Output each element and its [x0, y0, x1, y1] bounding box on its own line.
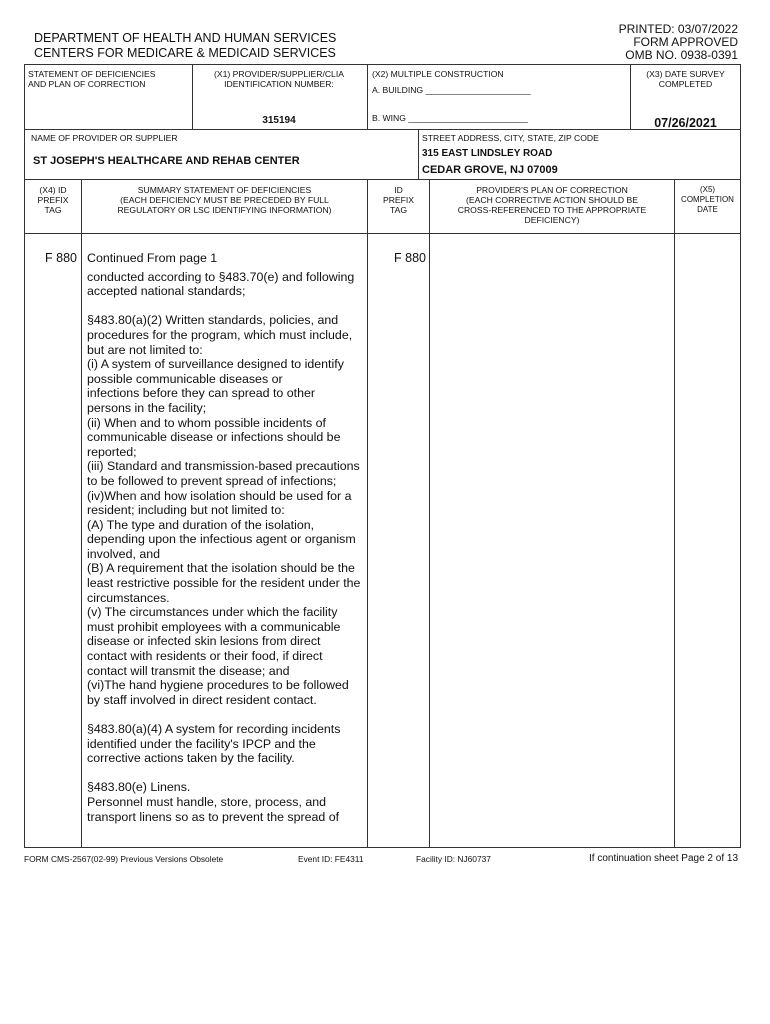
text-line: (B) A requirement that the isolation should be the	[87, 561, 355, 576]
x5-header-2: COMPLETION	[681, 195, 734, 204]
text-line: reported;	[87, 444, 137, 459]
text-line: (vi)The hand hygiene procedures to be followed	[87, 678, 349, 693]
facility-id: Facility ID: NJ60737	[416, 854, 491, 864]
paragraph-spacer	[87, 766, 365, 781]
text-line: (iv)When and how isolation should be used for a	[87, 488, 352, 503]
text-line: possible communicable diseases or	[87, 371, 283, 386]
x4-header	[25, 185, 81, 215]
frame-bottom	[24, 847, 741, 848]
text-line: circumstances.	[87, 590, 170, 605]
text-line: but are not limited to:	[87, 342, 203, 357]
text-line: infections before they can spread to other	[87, 386, 315, 401]
text-line: must prohibit employees with a communicable	[87, 619, 341, 634]
text-line: persons in the facility;	[87, 400, 207, 415]
text-line: corrective actions taken by the facility.	[87, 751, 295, 766]
text-line: involved, and	[87, 546, 161, 561]
text-line: (v) The circumstances under which the facility	[87, 605, 338, 620]
x3-label	[631, 69, 740, 89]
page-number: If continuation sheet Page 2 of 13	[589, 853, 738, 864]
summary-header-3: REGULATORY OR LSC IDENTIFYING INFORMATION)	[117, 205, 332, 215]
col-line-3	[429, 179, 430, 847]
print-info	[619, 23, 738, 62]
x4-header-3: TAG	[44, 205, 62, 215]
plan-header-2: (EACH CORRECTIVE ACTION SHOULD BE	[466, 195, 638, 205]
plan-header	[430, 185, 674, 225]
x3-label-2: COMPLETED	[658, 79, 713, 89]
centers-name: CENTERS FOR MEDICARE & MEDICAID SERVICES	[34, 46, 336, 60]
agency-header	[34, 31, 336, 61]
statement-label	[28, 69, 155, 89]
text-line: accepted national standards;	[87, 284, 246, 299]
frame-right	[740, 64, 741, 847]
form-approved: FORM APPROVED	[633, 35, 738, 49]
tag-right: F 880	[394, 251, 426, 265]
id-header-2: PREFIX	[382, 195, 415, 205]
wing-label: B. WING _________________________	[372, 113, 528, 123]
text-line: (ii) When and to whom possible incidents of	[87, 415, 326, 430]
x4-header-2: PREFIX	[37, 195, 69, 205]
building-label: A. BUILDING ______________________	[372, 85, 531, 95]
col-line-4	[674, 179, 675, 847]
text-line: Continued From page 1	[87, 251, 218, 265]
text-line: (A) The type and duration of the isolation,	[87, 517, 315, 532]
tag-left: F 880	[45, 251, 77, 265]
text-line: to be followed to prevent spread of infections;	[87, 473, 337, 488]
provider-label: NAME OF PROVIDER OR SUPPLIER	[31, 133, 178, 143]
statement-label-1: STATEMENT OF DEFICIENCIES	[28, 69, 156, 79]
id-header-3: TAG	[389, 205, 408, 215]
divider-address	[418, 129, 419, 179]
printed-date: PRINTED: 03/07/2022	[618, 22, 738, 36]
text-line: Personnel must handle, store, process, and	[87, 794, 326, 809]
text-line: least restrictive possible for the resident under the	[87, 576, 361, 591]
paragraph-spacer	[87, 299, 365, 314]
address-line-1: 315 EAST LINDSLEY ROAD	[422, 148, 553, 159]
text-line: resident; including but not limited to:	[87, 503, 285, 518]
text-line: depending upon the infectious agent or organism	[87, 532, 356, 547]
x5-header-3: DATE	[697, 205, 718, 214]
x1-label	[193, 69, 365, 89]
text-line: §483.80(e) Linens.	[87, 780, 191, 795]
text-line: (iii) Standard and transmission-based precautions	[87, 459, 360, 474]
provider-id: 315194	[262, 115, 296, 126]
text-line: identified under the facility's IPCP and the	[87, 736, 316, 751]
deficiency-text	[87, 251, 365, 824]
id-header-1: ID	[394, 185, 403, 195]
text-line: conducted according to §483.70(e) and following	[87, 269, 355, 284]
survey-date: 07/26/2021	[654, 116, 717, 130]
plan-header-1: PROVIDER'S PLAN OF CORRECTION	[476, 185, 628, 195]
divider-row2	[24, 179, 741, 180]
summary-header-1: SUMMARY STATEMENT OF DEFICIENCIES	[137, 185, 312, 195]
omb-number: OMB NO. 0938-0391	[625, 48, 738, 62]
x1-label-2: IDENTIFICATION NUMBER:	[224, 79, 334, 89]
text-line: disease or infected skin lesions from direct	[87, 634, 321, 649]
paragraph-spacer	[87, 707, 365, 722]
text-line: transport linens so as to prevent the spread of	[87, 809, 340, 824]
frame-top	[24, 64, 741, 65]
x1-label-1: (X1) PROVIDER/SUPPLIER/CLIA	[214, 69, 344, 79]
plan-header-3: CROSS-REFERENCED TO THE APPROPRIATE	[457, 205, 647, 215]
address-label: STREET ADDRESS, CITY, STATE, ZIP CODE	[422, 133, 599, 143]
text-line: by staff involved in direct resident contact.	[87, 692, 317, 707]
summary-header-2: (EACH DEFICIENCY MUST BE PRECEDED BY FULL	[120, 195, 329, 205]
text-line: communicable disease or infections should be	[87, 430, 341, 445]
col-line-2	[367, 179, 368, 847]
col-line-1	[81, 179, 82, 847]
text-line: §483.80(a)(2) Written standards, policies, and	[87, 313, 339, 328]
text-line: contact will transmit the disease; and	[87, 663, 290, 678]
x5-header-1: (X5)	[699, 185, 716, 194]
department-name: DEPARTMENT OF HEALTH AND HUMAN SERVICES	[34, 31, 337, 45]
x3-label-1: (X3) DATE SURVEY	[646, 69, 725, 79]
statement-label-2: AND PLAN OF CORRECTION	[28, 79, 146, 89]
text-line: procedures for the program, which must include,	[87, 327, 353, 342]
form-footer: FORM CMS-2567(02-99) Previous Versions Obsolete	[24, 854, 224, 864]
address-line-2: CEDAR GROVE, NJ 07009	[422, 164, 558, 176]
event-id: Event ID: FE4311	[298, 854, 364, 864]
divider-row3	[24, 233, 741, 234]
text-line: (i) A system of surveillance designed to identify	[87, 357, 344, 372]
x5-header	[675, 185, 740, 215]
plan-header-4: DEFICIENCY)	[524, 215, 580, 225]
text-line: §483.80(a)(4) A system for recording incidents	[87, 722, 341, 736]
x4-header-1: (X4) ID	[39, 185, 67, 195]
text-line: contact with residents or their food, if direct	[87, 649, 323, 664]
frame-left	[24, 64, 25, 847]
x2-label: (X2) MULTIPLE CONSTRUCTION	[372, 69, 504, 79]
id-header	[368, 185, 429, 215]
summary-header	[82, 185, 367, 215]
provider-name: ST JOSEPH'S HEALTHCARE AND REHAB CENTER	[33, 155, 300, 167]
divider-x2	[367, 64, 368, 129]
